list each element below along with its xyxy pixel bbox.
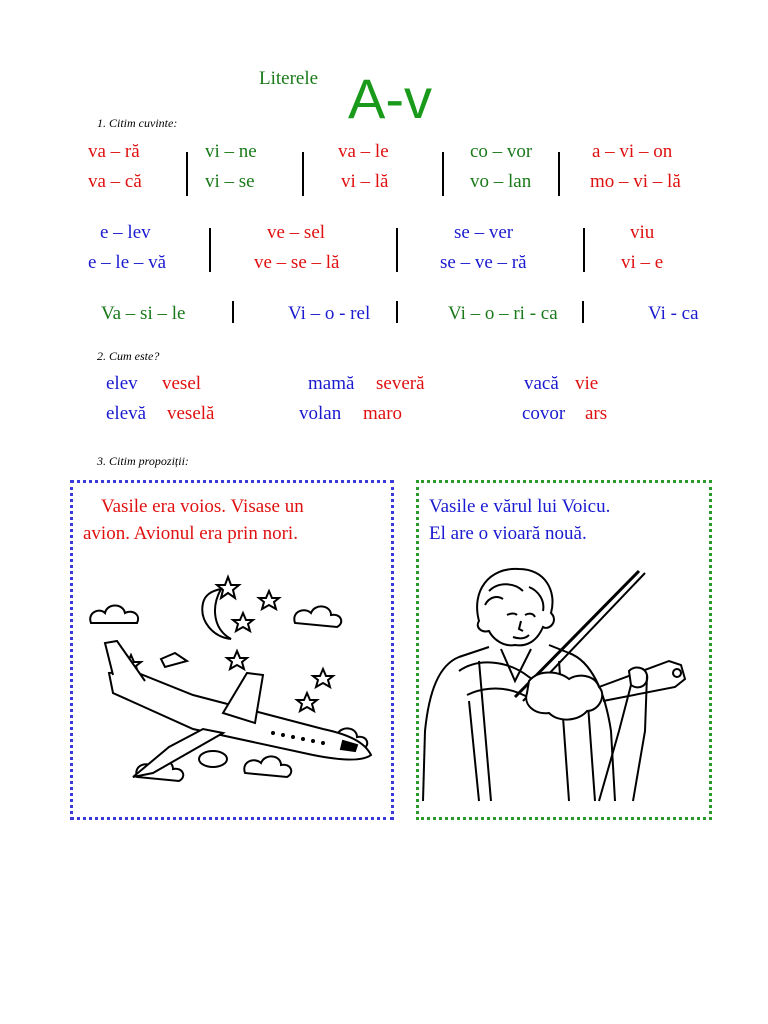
word-vaca: va – că xyxy=(88,171,142,192)
star-icon xyxy=(259,591,279,609)
adj-noun: elevă xyxy=(106,403,147,424)
adj-word: ars xyxy=(585,403,608,424)
divider xyxy=(232,301,234,323)
divider xyxy=(302,152,304,196)
word-vie: vi – e xyxy=(621,252,664,273)
star-icon xyxy=(313,669,333,687)
word-vale: va – le xyxy=(338,141,389,162)
story-right-line2: El are o vioară nouă. xyxy=(429,523,587,544)
divider xyxy=(396,301,398,323)
story-left-line2: avion. Avionul era prin nori. xyxy=(83,523,298,544)
divider xyxy=(186,152,188,196)
violinist-illustration xyxy=(419,561,709,811)
divider xyxy=(582,301,584,323)
page-title: A-v xyxy=(348,67,432,130)
divider xyxy=(209,228,211,272)
story-box-right xyxy=(416,480,712,820)
word-vesela: ve – se – lă xyxy=(254,252,340,273)
subtitle: Literele xyxy=(259,68,319,89)
story-right-line1: Vasile e vărul lui Voicu. xyxy=(429,496,611,517)
divider xyxy=(558,152,560,196)
name-viorica: Vi – o – ri - ca xyxy=(448,303,558,324)
story-box-left xyxy=(70,480,394,820)
word-eleva: e – le – vă xyxy=(88,252,167,273)
word-sever: se – ver xyxy=(454,222,514,243)
word-movila: mo – vi – lă xyxy=(590,171,681,192)
adj-word: vesel xyxy=(162,373,202,394)
name-vasile: Va – si – le xyxy=(101,303,186,324)
airplane-illustration xyxy=(73,563,391,813)
adj-noun: vacă xyxy=(524,373,559,394)
divider xyxy=(583,228,585,272)
name-viorel: Vi – o - rel xyxy=(288,303,371,324)
star-icon xyxy=(233,613,253,631)
word-viu: viu xyxy=(630,222,655,243)
cloud-icon xyxy=(90,606,138,624)
section-3-heading: 3. Citim propoziții: xyxy=(97,454,189,468)
section-2-heading: 2. Cum este? xyxy=(97,349,160,363)
star-icon xyxy=(227,651,247,669)
word-volan: vo – lan xyxy=(470,171,532,192)
word-vine: vi – ne xyxy=(205,141,257,162)
adj-noun: mamă xyxy=(308,373,355,394)
section-1-heading: 1. Citim cuvinte: xyxy=(97,116,178,130)
word-vise: vi – se xyxy=(205,171,255,192)
name-vica: Vi - ca xyxy=(648,303,699,324)
word-elev: e – lev xyxy=(100,222,151,243)
star-icon xyxy=(297,693,317,711)
word-covor: co – vor xyxy=(470,141,533,162)
adj-word: maro xyxy=(363,403,403,424)
story-left-line1: Vasile era voios. Visase un xyxy=(101,496,304,517)
adj-word: vie xyxy=(575,373,599,394)
adj-noun: covor xyxy=(522,403,566,424)
word-vara: va – ră xyxy=(88,141,140,162)
star-icon xyxy=(217,577,239,598)
adj-word: severă xyxy=(376,373,425,394)
adj-noun: volan xyxy=(299,403,342,424)
cloud-icon xyxy=(244,756,291,777)
adj-noun: elev xyxy=(106,373,138,394)
divider xyxy=(396,228,398,272)
adj-word: veselă xyxy=(167,403,215,424)
word-vesel: ve – sel xyxy=(267,222,326,243)
word-avion: a – vi – on xyxy=(592,141,673,162)
word-severa: se – ve – ră xyxy=(440,252,527,273)
cloud-icon xyxy=(294,606,341,627)
word-vila: vi – lă xyxy=(341,171,389,192)
divider xyxy=(442,152,444,196)
